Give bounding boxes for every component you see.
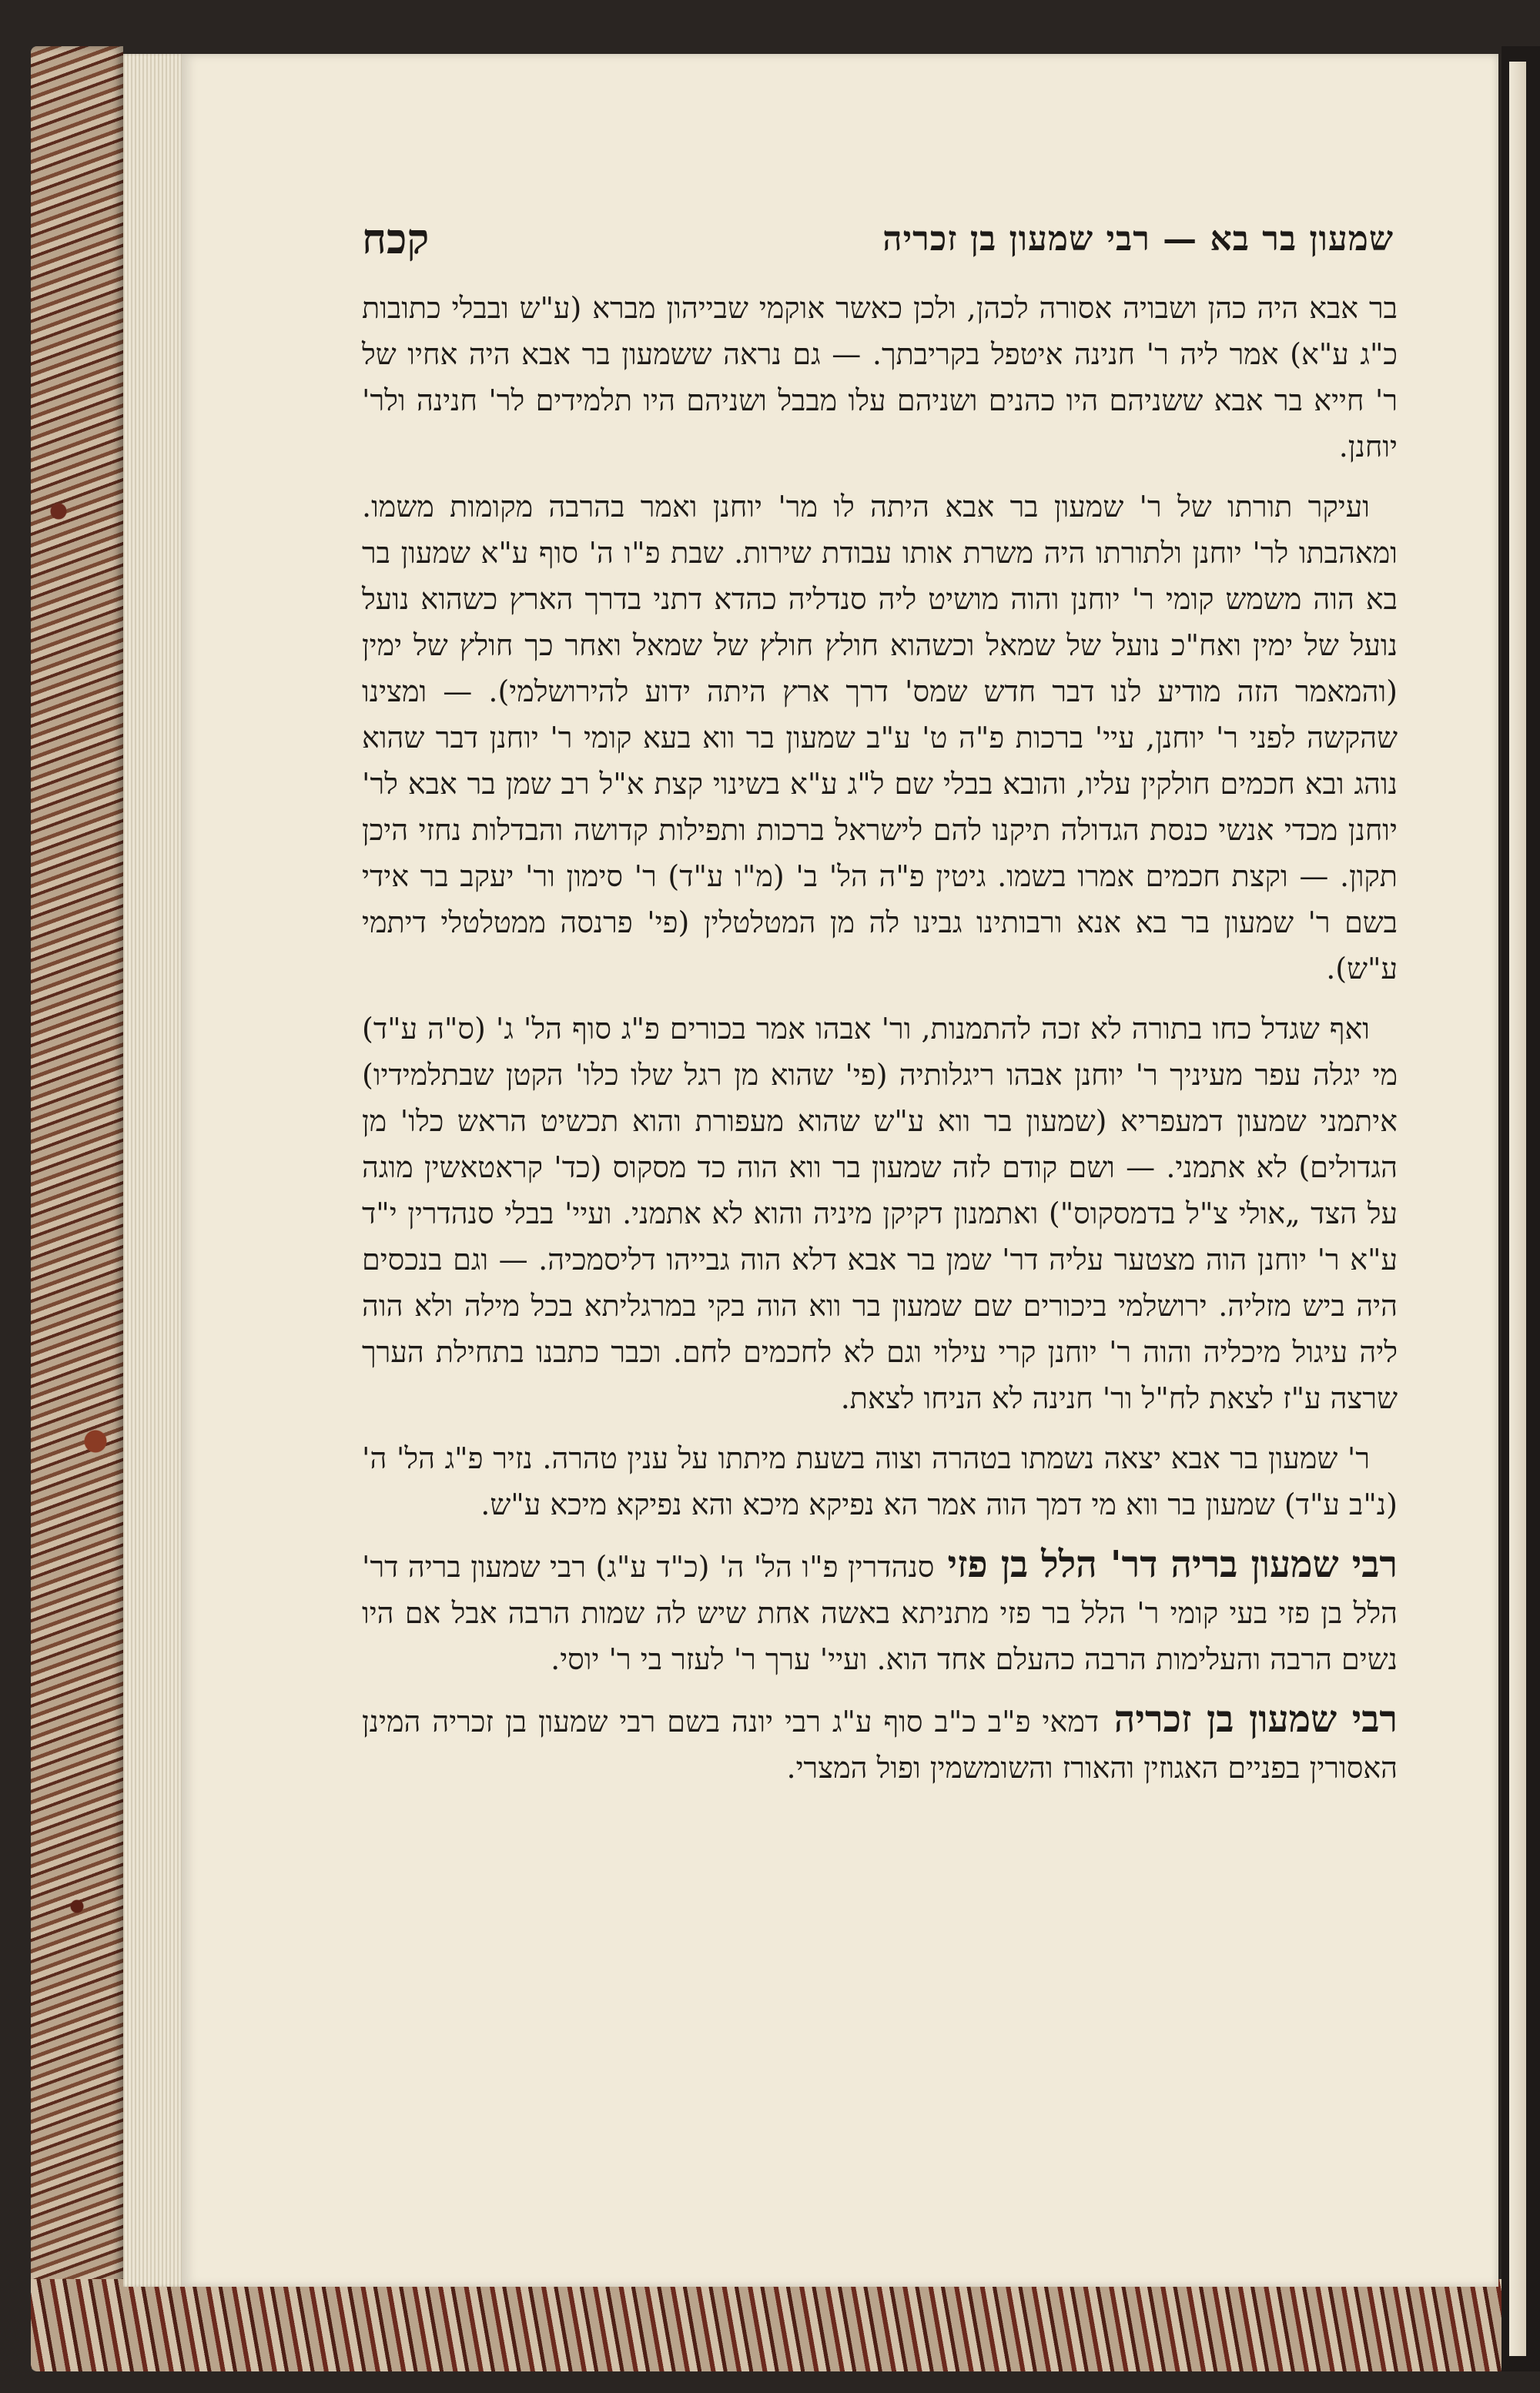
page-header bbox=[362, 208, 1394, 269]
page-block-edges bbox=[123, 54, 185, 2287]
running-head: שמעון בר בא — רבי שמעון בן זכריה bbox=[882, 219, 1394, 259]
next-page-edge bbox=[1509, 62, 1526, 2356]
entry-shimon-ben-zecharia bbox=[362, 1696, 1398, 1791]
page-number: קכח bbox=[362, 214, 430, 263]
entry-shimon-bei-hillel bbox=[362, 1541, 1398, 1682]
body-text bbox=[362, 285, 1398, 1805]
paragraph-1: בר אבא היה כהן ושבויה אסורה לכהן, ולכן כאשר אוקמי שבייהון מברא (ע"ש ובבלי כתובות כ"ג ע"א) אמר ליה ר' חנינה איטפל בקריבתך. — גם נראה ששמעון בר אבא היה אחיו של ר' חייא בר אבא ששניהם היו כהנים ושניהם עלו מבבל ושניהם היו תלמידים לר' חנינה ולר' יוחנן. bbox=[362, 291, 1398, 464]
paragraph-4: ר' שמעון בר אבא יצאה נשמתו בטהרה וצוה בשעת מיתתו על ענין טהרה. נזיר פ"ג הל' ה' (נ"ב ע"ד) שמעון בר ווא מי דמך הוה אמר הא נפיקא מיכא והא נפיקא מיכא ע"ש. bbox=[362, 1441, 1398, 1521]
entry-text: דמאי פ"ב כ"ב סוף ע"ג רבי יונה בשם רבי שמעון בן זכריה המינן האסורין בפניים האגוזין והאורז והשומשמין ופול המצרי. bbox=[362, 1705, 1398, 1785]
entry-heading: רבי שמעון בן זכריה bbox=[1099, 1698, 1398, 1741]
marbled-cover-bottom bbox=[31, 2279, 1517, 2371]
paragraph-2: ועיקר תורתו של ר' שמעון בר אבא היתה לו מר' יוחנן ואמר בהרבה מקומות משמו. ומאהבתו לר' יוחנן ולתורתו היה משרת אותו עבודת שירות. שבת פ"ו ה' סוף ע"א שמעון בר בא הוה משמש קומי ר' יוחנן והוה מושיט ליה סנדליה כהדא דתני בדרך הארץ כשהוא נועל נועל של ימין ואח"כ נועל של שמאל וכשהוא חולץ חולץ של שמאל ואחר כך חולץ של ימין (והמאמר הזה מודיע לנו דבר חדש שמס' דרך ארץ היתה ידוע להירושלמי). — ומצינו שהקשה לפני ר' יוחנן, עיי' ברכות פ"ה ט' ע"ב שמעון בר ווא בעא קומי ר' יוחנן דבר שהוא נוהג ובא חכמים חולקין עליו, והובא בבלי שם ל"ג ע"א בשינוי קצת א"ל רב שמן בר אבא לר' יוחנן מכדי אנשי כנסת הגדולה תיקנו להם לישראל ברכות ותפילות קדושה והבדלות נחזי היכן תקון. — וקצת חכמים אמרו בשמו. גיטין פ"ה הל' ב' (מ"ו ע"ד) ר' סימון ור' יעקב בר אידי בשם ר' שמעון בר בא אנא ורבותינו גבינו לה מן המטלטלין (פי' פרנסה ממטלטלי דיתמי ע"ש). bbox=[362, 490, 1398, 986]
marbled-cover-left bbox=[31, 46, 123, 2371]
entry-heading: רבי שמעון בריה דר' הלל בן פזי bbox=[934, 1543, 1398, 1586]
entry-text: סנהדרין פ"ו הל' ה' (כ"ד ע"ג) רבי שמעון בריה דר' הלל בן פזי בעי קומי ר' הלל בר פזי מתניתא באשה אחת שיש לה שמות הרבה אבל אם היו נשים הרבה והעלימות הרבה כהעלם אחד הוא. ועיי' ערך ר' לעזר בי ר' יוסי. bbox=[362, 1550, 1398, 1676]
paragraph-3: ואף שגדל כחו בתורה לא זכה להתמנות, ור' אבהו אמר בכורים פ"ג סוף הל' ג' (ס"ה ע"ד) מי יגלה עפר מעיניך ר' יוחנן אבהו ריגלותיה (פי' שהוא מן רגל שלו כלו' הקטן שבתלמידיו) איתמני שמעון דמעפריא (שמעון בר ווא ע"ש שהוא מעפורת והוא תכשיט הראש כלו' מן הגדולים) לא אתמני. — ושם קודם לזה שמעון בר ווא הוה כד מסקוס (כד' קראטאשין מוגה על הצד „אולי צ"ל בדמסקוס") ואתמנון דקיקן מיניה והוא לא אתמני. ועיי' בבלי סנהדרין י"ד ע"א ר' יוחנן הוה מצטער עליה דר' שמן בר אבא דלא הוה גבייהו דליסמכיה. — וגם בנכסים היה ביש מזליה. ירושלמי ביכורים שם שמעון בר ווא הוה בקי במרגליתא בכל מילה ולא הוה ליה עיגול מיכליה והוה ר' יוחנן קרי עילוי וגם לא לחכמים לחם. וכבר כתבנו בתחילת הערך שרצה ע"ז לצאת לח"ל ור' חנינה לא הניחו לצאת. bbox=[362, 1012, 1398, 1415]
